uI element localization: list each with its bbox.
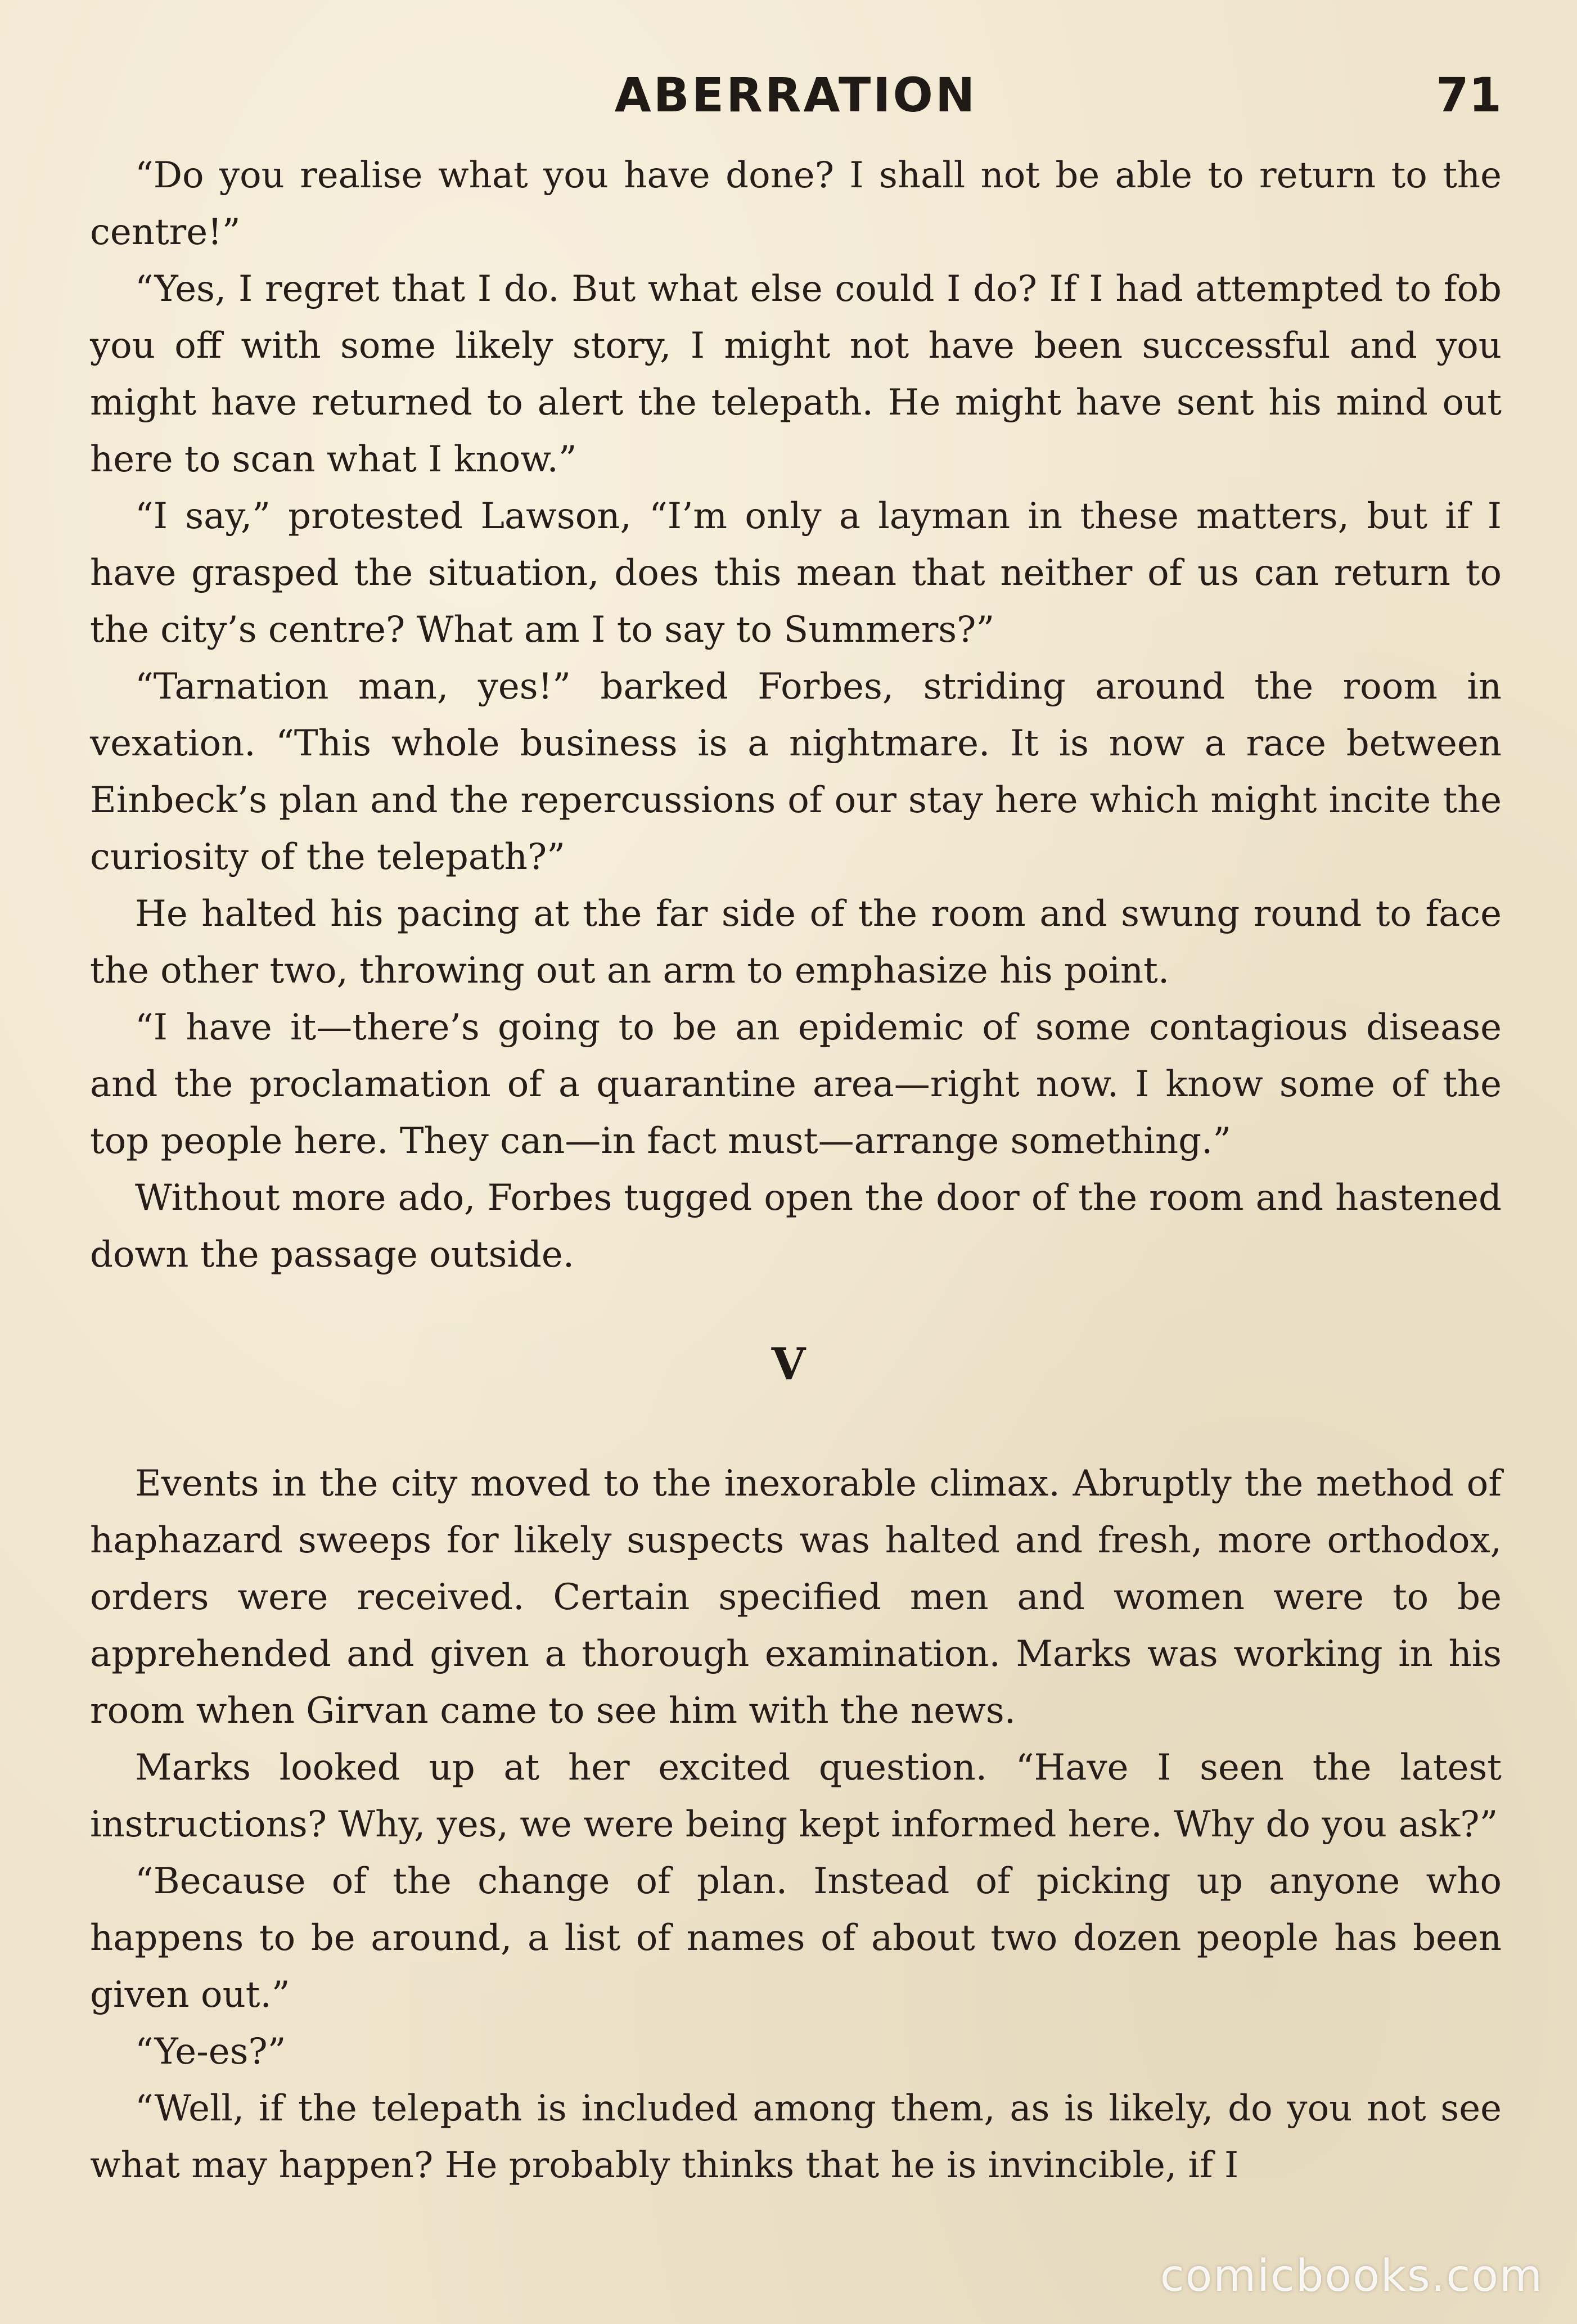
paragraph: “Ye-es?”	[135, 2031, 286, 2073]
paragraph: “Do you realise what you have done? I shall not be able to return to the centre!”	[90, 155, 1502, 253]
paragraph: Marks looked up at her excited question. “Have I seen the latest instructions? Why, yes, we were being kept informed here. Why do you ask?”	[90, 1747, 1502, 1845]
paragraph: “I say,” protested Lawson, “I’m only a layman in these matters, but if I have grasped the situation, does this mean that neither of us can return to the city’s centre? What am I to say to Summers?”	[90, 496, 1502, 651]
watermark: comicbooks.com	[1160, 2251, 1543, 2302]
chapter-heading: V	[771, 1339, 806, 1390]
paragraph: He halted his pacing at the far side of the room and swung round to face the other two, throwing out an arm to emphasize his point.	[90, 893, 1502, 992]
paragraph: “Yes, I regret that I do. But what else could I do? If I had attempted to fob you off with some likely story, I might not have been successful and you might have returned to alert the telepath. He might have sent his mind out here to scan what I know.”	[90, 268, 1502, 480]
paragraph: “Tarnation man, yes!” barked Forbes, striding around the room in vexation. “This whole business is a nightmare. It is now a race between Einbeck’s plan and the repercussions of our stay here which might incite the curiosity of the telepath?”	[90, 666, 1502, 878]
paragraph: “I have it—there’s going to be an epidemic of some contagious disease and the proclamation of a quarantine area—right now. I know some of the top people here. They can—in fact must—arrange something.”	[90, 1007, 1502, 1162]
paragraph: Without more ado, Forbes tugged open the door of the room and hastened down the passage outside.	[90, 1177, 1502, 1276]
paragraph: Events in the city moved to the inexorable climax. Abruptly the method of haphazard sweeps for likely suspects was halted and fresh, more orthodox, orders were received. Certain specified men and women were to be apprehended and given a thorough examination. Marks was working in his room when Girvan came to see him with the news.	[90, 1463, 1502, 1732]
running-title: ABERRATION	[614, 67, 977, 123]
page-header	[90, 67, 1502, 129]
section-two-text	[90, 1456, 1502, 2194]
paragraph: “Because of the change of plan. Instead of picking up anyone who happens to be around, a list of names of about two dozen people has been given out.”	[90, 1861, 1502, 2016]
paragraph: “Well, if the telepath is included among them, as is likely, do you not see what may happen? He probably thinks that he is invincible, if I	[90, 2088, 1502, 2186]
page-number: 71	[1436, 67, 1502, 123]
section-one-text	[90, 147, 1502, 1283]
